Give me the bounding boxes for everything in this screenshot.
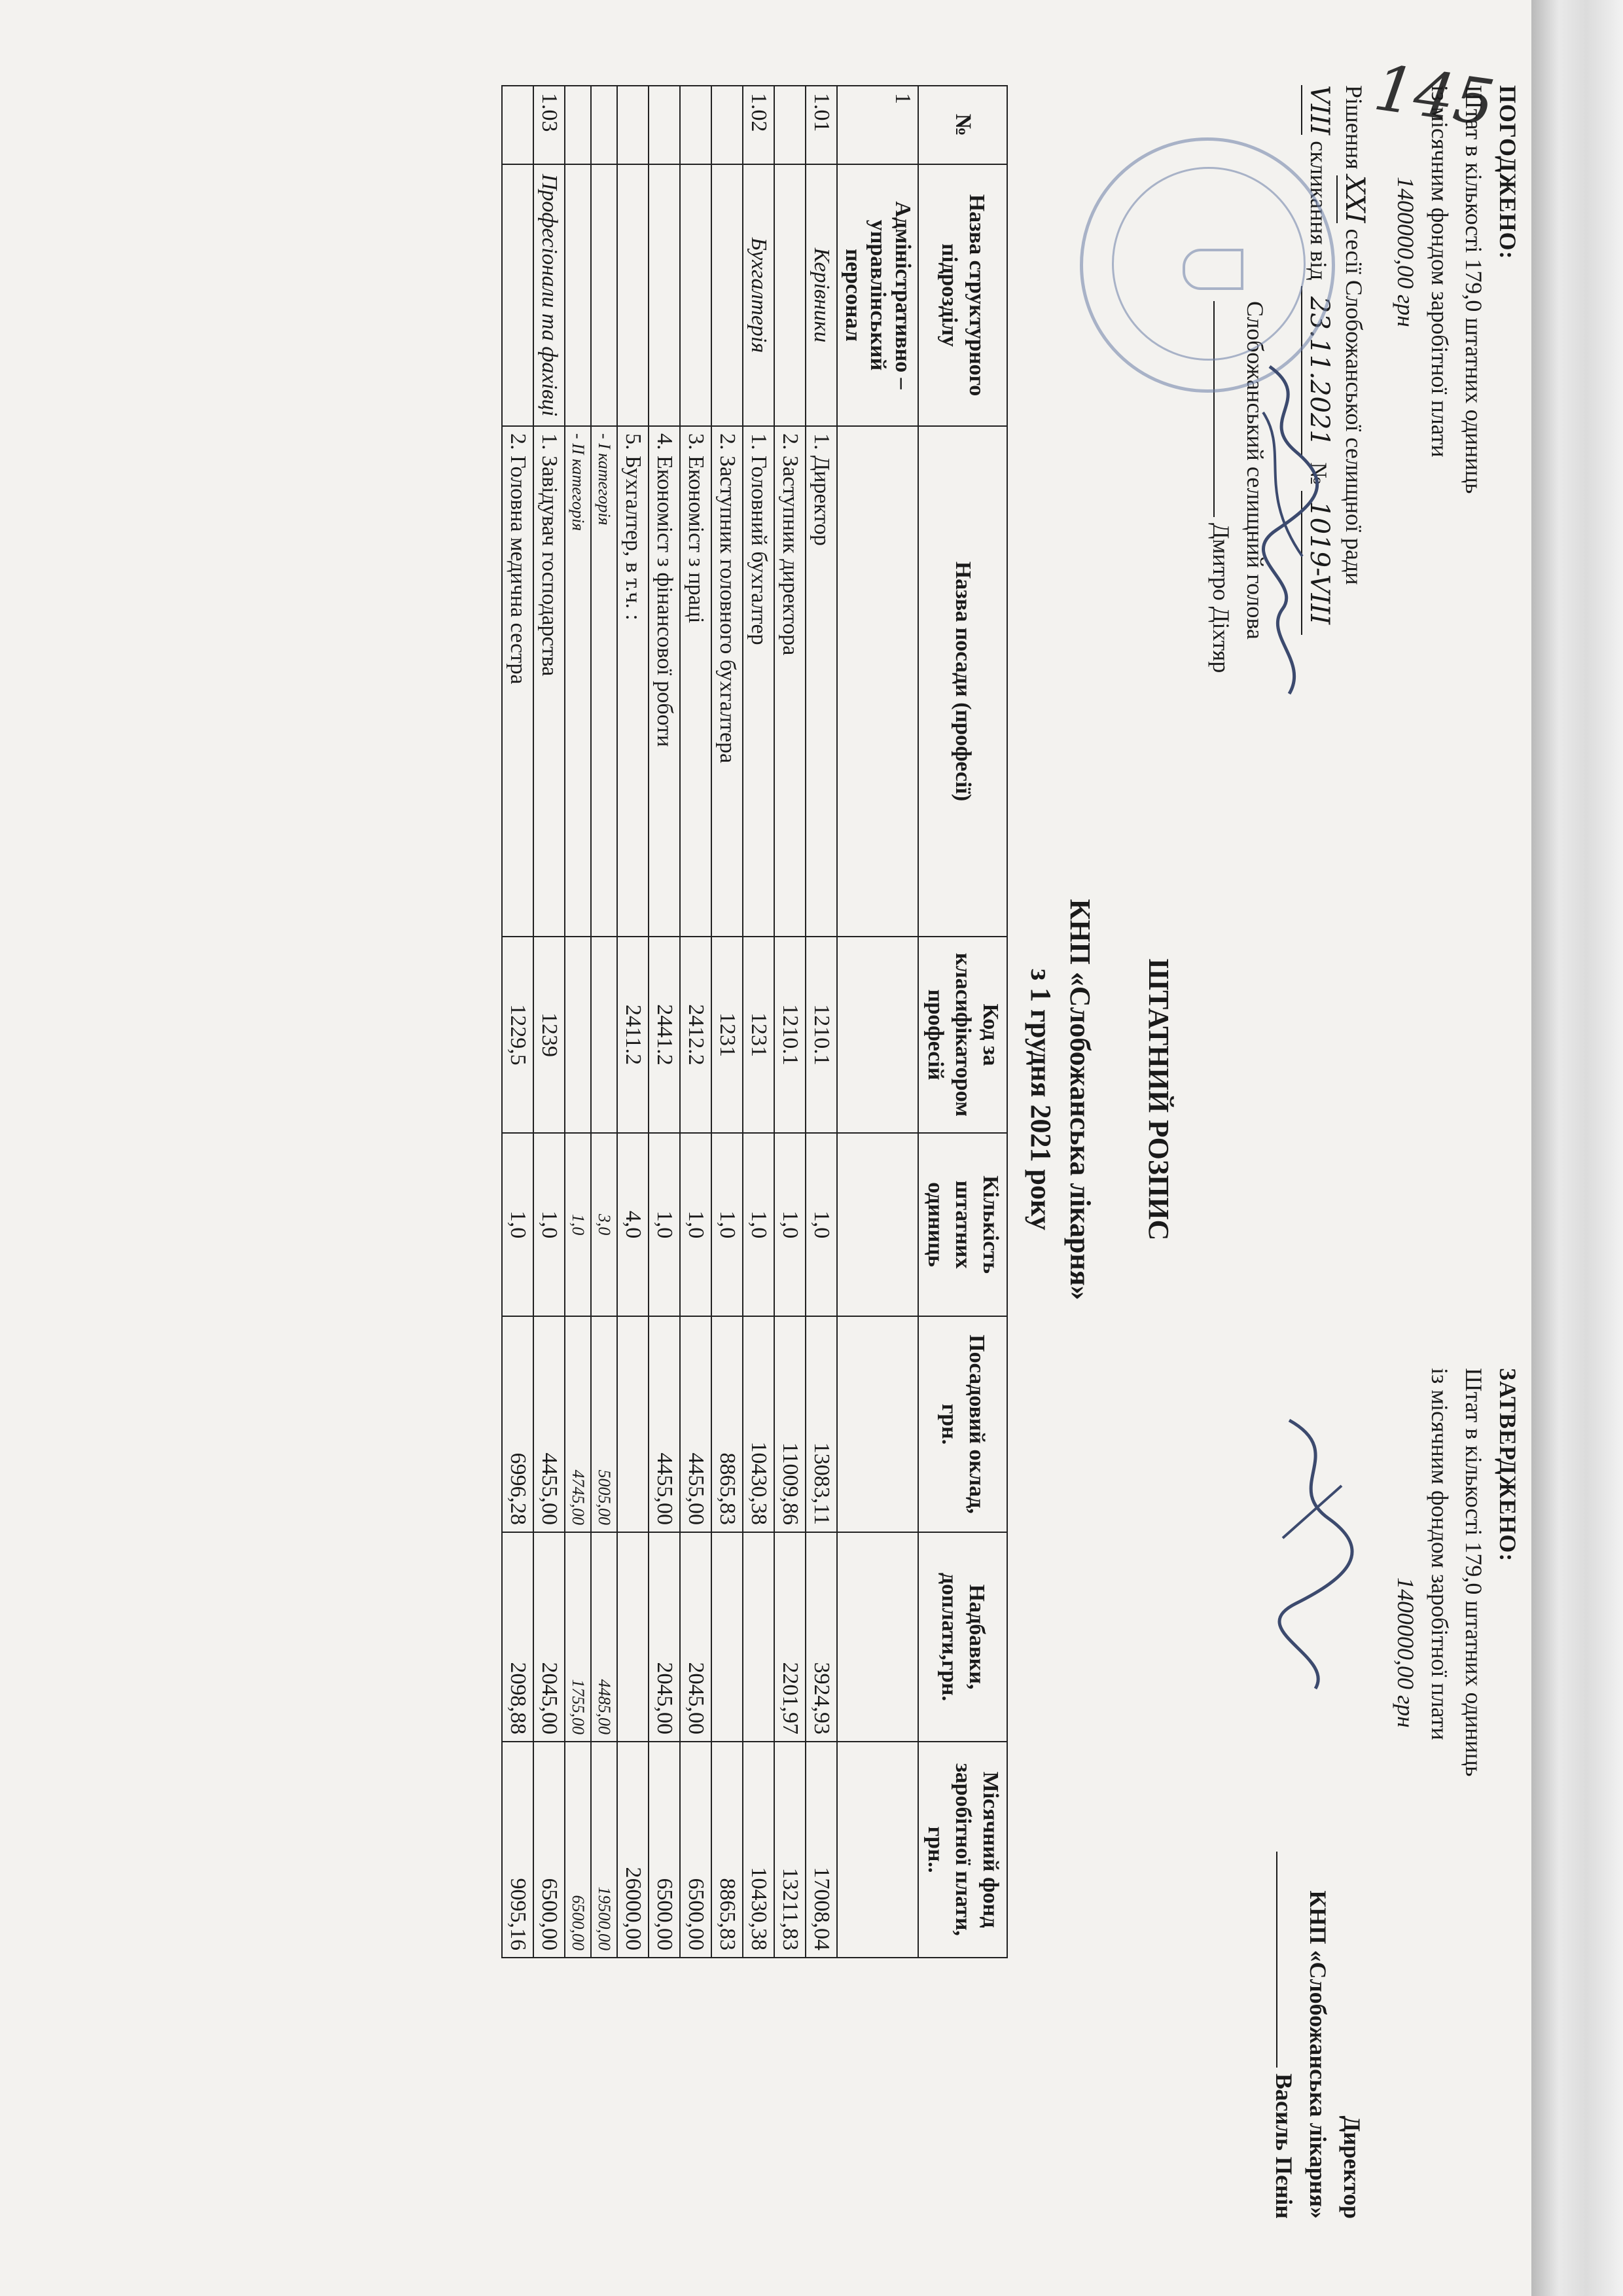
- monthly-fund: 8865,83: [711, 1742, 743, 1958]
- monthly-fund: 26000,00: [617, 1742, 649, 1958]
- row-number: 1.03: [533, 86, 565, 164]
- approved-heading: ЗАТВЕРДЖЕНО:: [1495, 1368, 1521, 1562]
- monthly-fund: 6500,00: [680, 1742, 711, 1958]
- staff-units: 1,0: [502, 1133, 533, 1316]
- header-salary: Посадовий оклад, грн.: [918, 1316, 1007, 1532]
- row-number: 1: [837, 86, 918, 164]
- position-name: 2. Заступник директора: [774, 426, 806, 937]
- table-row: [680, 86, 711, 1958]
- header-department: Назва структурного підрозділу: [918, 164, 1007, 426]
- director-signature-line: [1267, 1368, 1301, 2219]
- base-salary: 8865,83: [711, 1316, 743, 1532]
- profession-code: 1210.1: [806, 937, 837, 1133]
- row-number: [649, 86, 680, 164]
- department-name: [774, 164, 806, 426]
- department-name: Професіонали та фахівці: [533, 164, 565, 426]
- base-salary: [617, 1316, 649, 1532]
- row-number: [502, 86, 533, 164]
- monthly-fund: 17008,04: [806, 1742, 837, 1958]
- profession-code: 1231: [711, 937, 743, 1133]
- row-number: [565, 86, 591, 164]
- row-number: [680, 86, 711, 164]
- allowances: 3924,93: [806, 1532, 837, 1742]
- monthly-fund: 9095,16: [502, 1742, 533, 1958]
- monthly-fund: 6500,00: [533, 1742, 565, 1958]
- table-row: [774, 86, 806, 1958]
- row-number: 1.02: [743, 86, 774, 164]
- council-head-signature: [1250, 360, 1329, 700]
- base-salary: [837, 1316, 918, 1532]
- monthly-fund: 19500,00: [591, 1742, 617, 1958]
- position-name: 1. Головний бухгалтер: [743, 426, 774, 937]
- staff-units: 1,0: [680, 1133, 711, 1316]
- position-name: 4. Економіст з фінансової роботи: [649, 426, 680, 937]
- profession-code: [591, 937, 617, 1133]
- staff-units: 1,0: [774, 1133, 806, 1316]
- staff-units: 1,0: [711, 1133, 743, 1316]
- table-row: [837, 86, 918, 1958]
- row-number: [617, 86, 649, 164]
- convocation-number: VIII: [1301, 85, 1336, 135]
- monthly-fund: 13211,83: [774, 1742, 806, 1958]
- staff-units: 1,0: [649, 1133, 680, 1316]
- document-title-block: [1021, 543, 1178, 1656]
- position-name: - І категорія: [591, 426, 617, 937]
- allowances: 2201,97: [774, 1532, 806, 1742]
- profession-code: 1239: [533, 937, 565, 1133]
- council-head-position: Слобожанський селищний голова: [1242, 301, 1268, 639]
- profession-code: 2441.2: [649, 937, 680, 1133]
- staff-units: 4,0: [617, 1133, 649, 1316]
- base-salary: 11009,86: [774, 1316, 806, 1532]
- allowances: [617, 1532, 649, 1742]
- table-row: [743, 86, 774, 1958]
- base-salary: 13083,11: [806, 1316, 837, 1532]
- department-name: [565, 164, 591, 426]
- allowances: [711, 1532, 743, 1742]
- department-name: [680, 164, 711, 426]
- header-position: Назва посади (професії): [918, 426, 1007, 937]
- page-number: 145: [1370, 50, 1499, 141]
- profession-code: 2411.2: [617, 937, 649, 1133]
- approved-block: [1267, 1368, 1525, 2219]
- header-bonus: Надбавки, доплати,грн.: [918, 1532, 1007, 1742]
- staff-table: [501, 85, 1008, 1958]
- profession-code: [837, 937, 918, 1133]
- table-row: [649, 86, 680, 1958]
- director-position: Директор: [1339, 2115, 1365, 2219]
- position-name: 1. Директор: [806, 426, 837, 937]
- agreed-staff-count: Штат в кількості 179,0 штатних одиниць: [1461, 85, 1487, 494]
- allowances: 4485,00: [591, 1532, 617, 1742]
- page-edge: [1531, 0, 1623, 2296]
- allowances: [837, 1532, 918, 1742]
- header-code: Код за класифікатором професій: [918, 937, 1007, 1133]
- agreed-heading: ПОГОДЖЕНО:: [1495, 85, 1521, 260]
- table-row: [711, 86, 743, 1958]
- table-body: [502, 86, 918, 1958]
- staff-units: 1,0: [565, 1133, 591, 1316]
- decision-date: 23.11.2021: [1301, 286, 1336, 456]
- agreed-amount: 1400000,00 грн: [1393, 177, 1419, 327]
- staff-units: 1,0: [806, 1133, 837, 1316]
- base-salary: 4745,00: [565, 1316, 591, 1532]
- base-salary: 6996,28: [502, 1316, 533, 1532]
- table-row: [806, 86, 837, 1958]
- header-fund: Місячний фонд заробітної плати, грн..: [918, 1742, 1007, 1958]
- staff-units: 3,0: [591, 1133, 617, 1316]
- allowances: 2098,88: [502, 1532, 533, 1742]
- table-row: [565, 86, 591, 1958]
- allowances: [743, 1532, 774, 1742]
- row-number: [591, 86, 617, 164]
- decision-number: 1019-VIII: [1301, 491, 1336, 635]
- monthly-fund: 6500,00: [565, 1742, 591, 1958]
- table-row: [591, 86, 617, 1958]
- profession-code: [565, 937, 591, 1133]
- department-name: [617, 164, 649, 426]
- profession-code: 1210.1: [774, 937, 806, 1133]
- director-name: Василь Пєнін: [1271, 2073, 1297, 2219]
- round-stamp: [1080, 137, 1335, 393]
- staff-units: [837, 1133, 918, 1316]
- position-name: 1. Завідувач господарства: [533, 426, 565, 937]
- base-salary: 4455,00: [649, 1316, 680, 1532]
- position-name: - ІІ категорія: [565, 426, 591, 937]
- position-name: [837, 426, 918, 937]
- session-number: XXI: [1336, 175, 1372, 223]
- monthly-fund: [837, 1742, 918, 1958]
- staff-units: 1,0: [533, 1133, 565, 1316]
- position-name: 2. Головна медична сестра: [502, 426, 533, 937]
- position-name: 5. Бухгалтер, в т.ч. :: [617, 426, 649, 937]
- department-name: Адміністративно – управлінський персонал: [837, 164, 918, 426]
- base-salary: 4455,00: [533, 1316, 565, 1532]
- trident-emblem-icon: [1183, 249, 1243, 290]
- document-title: ШТАТНИЙ РОЗПИС: [1143, 958, 1175, 1241]
- document-org: КНП «Слобожанська лікарня»: [1064, 899, 1096, 1300]
- profession-code: 2412.2: [680, 937, 711, 1133]
- department-name: Керівники: [806, 164, 837, 426]
- row-number: [711, 86, 743, 164]
- table-row: [533, 86, 565, 1958]
- director-org: КНП «Слобожанська лікарня»: [1305, 1890, 1331, 2219]
- allowances: 1755,00: [565, 1532, 591, 1742]
- approved-fund-label: із місячним фондом заробітної плати: [1427, 1368, 1453, 1740]
- council-head-name: Дмитро Діхтяр: [1208, 523, 1234, 673]
- department-name: Бухгалтерія: [743, 164, 774, 426]
- header-no: №: [918, 86, 1007, 164]
- monthly-fund: 6500,00: [649, 1742, 680, 1958]
- profession-code: 1231: [743, 937, 774, 1133]
- approved-amount: 1400000,00 грн: [1393, 1577, 1419, 1728]
- row-number: 1.01: [806, 86, 837, 164]
- row-number: [774, 86, 806, 164]
- monthly-fund: 10430,38: [743, 1742, 774, 1958]
- convocation-mid: скликання від: [1306, 141, 1332, 281]
- number-sign: №: [1306, 462, 1332, 485]
- allowances: 2045,00: [680, 1532, 711, 1742]
- department-name: [711, 164, 743, 426]
- position-name: 2. Заступник головного бухгалтера: [711, 426, 743, 937]
- table-row: [502, 86, 533, 1958]
- document-date: з 1 грудня 2021 року: [1025, 969, 1057, 1230]
- base-salary: 4455,00: [680, 1316, 711, 1532]
- department-name: [502, 164, 533, 426]
- table-row: [617, 86, 649, 1958]
- decision-tail: сесії Слобожанської селищної ради: [1341, 228, 1367, 585]
- decision-prefix: Рішення: [1341, 85, 1367, 170]
- rotated-content: [118, 85, 1525, 2271]
- allowances: 2045,00: [533, 1532, 565, 1742]
- position-name: 3. Економіст з праці: [680, 426, 711, 937]
- approved-staff-count: Штат в кількості 179,0 штатних одиниць: [1461, 1368, 1487, 1777]
- decision-line: [1336, 85, 1372, 1001]
- staff-units: 1,0: [743, 1133, 774, 1316]
- header-quantity: Кількість штатних одиниць: [918, 1133, 1007, 1316]
- profession-code: 1229,5: [502, 937, 533, 1133]
- agreed-fund-label: із місячним фондом заробітної плати: [1427, 85, 1453, 457]
- base-salary: 5005,00: [591, 1316, 617, 1532]
- base-salary: 10430,38: [743, 1316, 774, 1532]
- department-name: [649, 164, 680, 426]
- table-header-row: [918, 86, 1007, 1958]
- allowances: 2045,00: [649, 1532, 680, 1742]
- department-name: [591, 164, 617, 426]
